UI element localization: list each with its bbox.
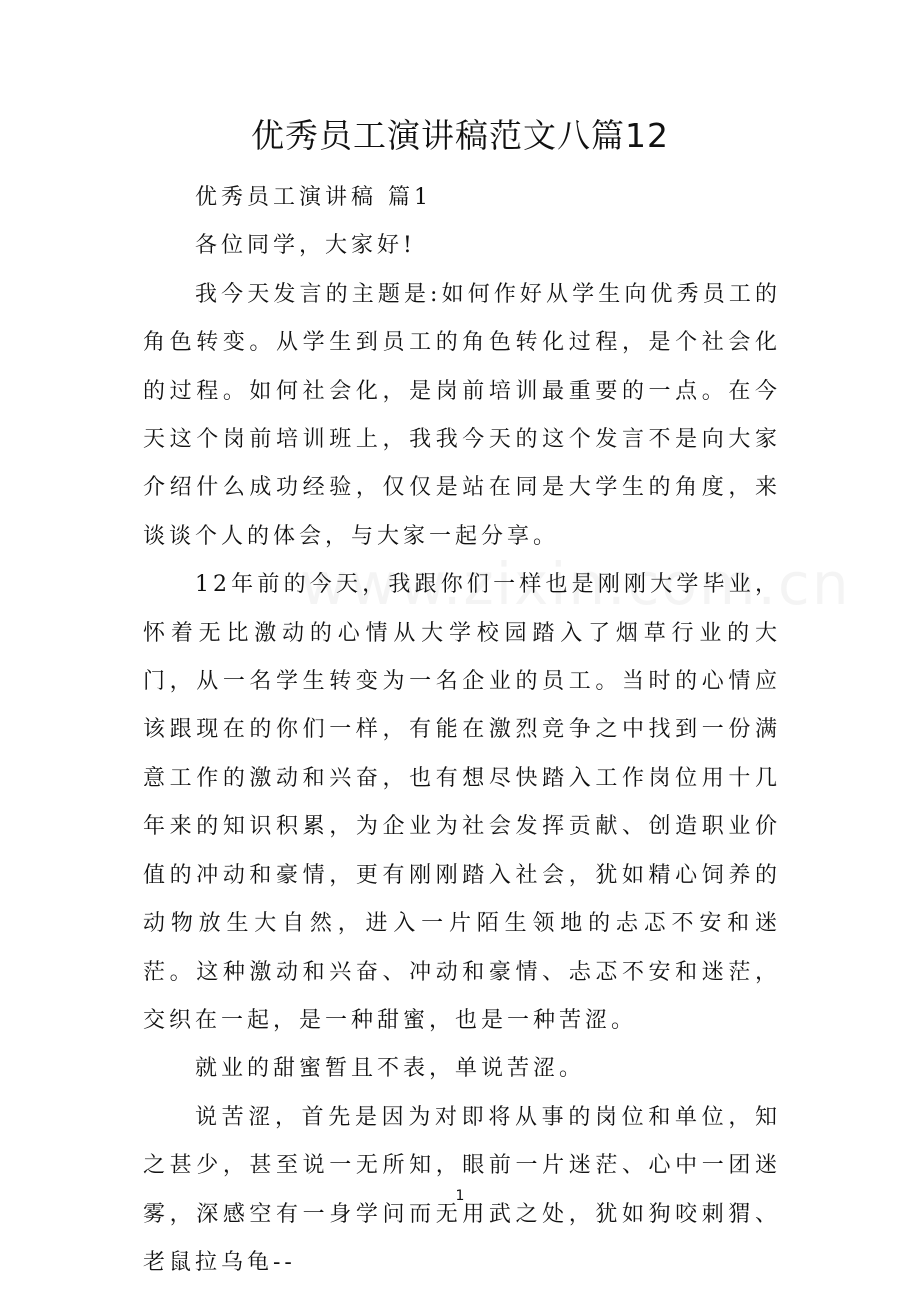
document-body [143, 174, 781, 1287]
body-paragraph: 说苦涩，首先是因为对即将从事的岗位和单位，知之甚少，甚至说一无所知，眼前一片迷茫、心中一团迷雾，深感空有一身学问而无用武之处，犹如狗咬刺猬、老鼠拉乌龟-- [143, 1104, 781, 1275]
document-title: 优秀员工演讲稿范文八篇12 [251, 116, 669, 155]
page-number: 1 [455, 1188, 465, 1204]
greeting-paragraph: 各位同学，大家好! [195, 233, 416, 259]
body-paragraph: 我今天发言的主题是:如何作好从学生向优秀员工的角色转变。从学生到员工的角色转化过程，是个社会化的过程。如何社会化，是岗前培训最重要的一点。在今天这个岗前培训班上，我我今天的这个发言不是向大家介绍什么成功经验，仅仅是站在同是大学生的角度，来谈谈个人的体会，与大家一起分享。 [143, 281, 781, 549]
section-heading: 优秀员工演讲稿 篇1 [195, 185, 432, 210]
body-paragraph: 就业的甜蜜暂且不表，单说苦涩。 [195, 1056, 586, 1082]
body-paragraph: 12年前的今天，我跟你们一样也是刚刚大学毕业，怀着无比激动的心情从大学校园踏入了烟草行业的大门，从一名学生转变为一名企业的员工。当时的心情应该跟现在的你们一样，有能在激烈竞争之中找到一份满意工作的激动和兴奋，也有想尽快踏入工作岗位用十几年来的知识积累，为企业为社会发挥贡献、创造职业价值的冲动和豪情，更有刚刚踏入社会，犹如精心饲养的动物放生大自然，进入一片陌生领地的忐忑不安和迷茫。这种激动和兴奋、冲动和豪情、忐忑不安和迷茫，交织在一起，是一种甜蜜，也是一种苦涩。 [143, 572, 781, 1033]
